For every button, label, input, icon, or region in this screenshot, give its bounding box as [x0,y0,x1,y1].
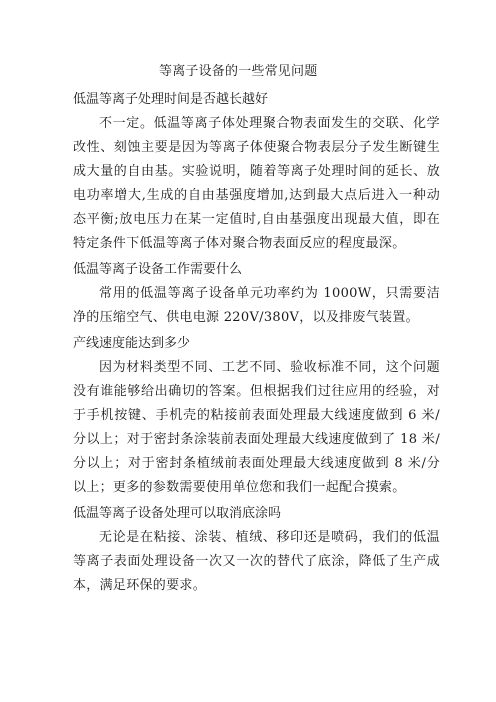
section-heading: 低温等离子设备处理可以取消底涂吗 [73,506,282,521]
section-requirements [73,258,440,330]
section-paragraph: 无论是在粘接、涂装、植绒、移印还是喷码，我们的低温等离子表面处理设备一次又一次的替代了底涂，降低了生产成本，满足环保的要求。 [73,530,440,593]
section-paragraph: 常用的低温等离子设备单元功率约为 1000W，只需要洁净的压缩空气、供电电源 220V/380V，以及排废气装置。 [73,286,440,325]
document-title: 等离子设备的一些常见问题 [159,64,318,79]
section-heading: 低温等离子设备工作需要什么 [73,262,243,277]
section-paragraph: 因为材料类型不同、工艺不同、验收标准不同，这个问题没有谁能够给出确切的答案。但根据我们过往应用的经验，对于手机按键、手机壳的粘接前表面处理最大线速度做到 6 米/分以上；对于密封条涂装前表面处理最大线速度做到了 18 米/分以上；对于密封条植绒前表面处理最大线速度做到 8 米/分以上；更多的参数需要使用单位您和我们一起配合摸索。 [73,360,440,495]
section-heading: 产线速度能达到多少 [73,336,191,351]
section-primer [73,502,440,598]
section-heading: 低温等离子处理时间是否越长越好 [73,92,269,107]
section-paragraph: 不一定。低温等离子体处理聚合物表面发生的交联、化学改性、刻蚀主要是因为等离子体使聚合物表层分子发生断键生成大量的自由基。实验说明，随着等离子处理时间的延长、放电功率增大,生成的自由基强度增加,达到最大点后进入一种动态平衡;放电压力在某一定值时,自由基强度出现最大值，即在特定条件下低温等离子体对聚合物表面反应的程度最深。 [73,116,440,251]
section-treatment-time [73,88,440,256]
section-line-speed [73,332,440,500]
